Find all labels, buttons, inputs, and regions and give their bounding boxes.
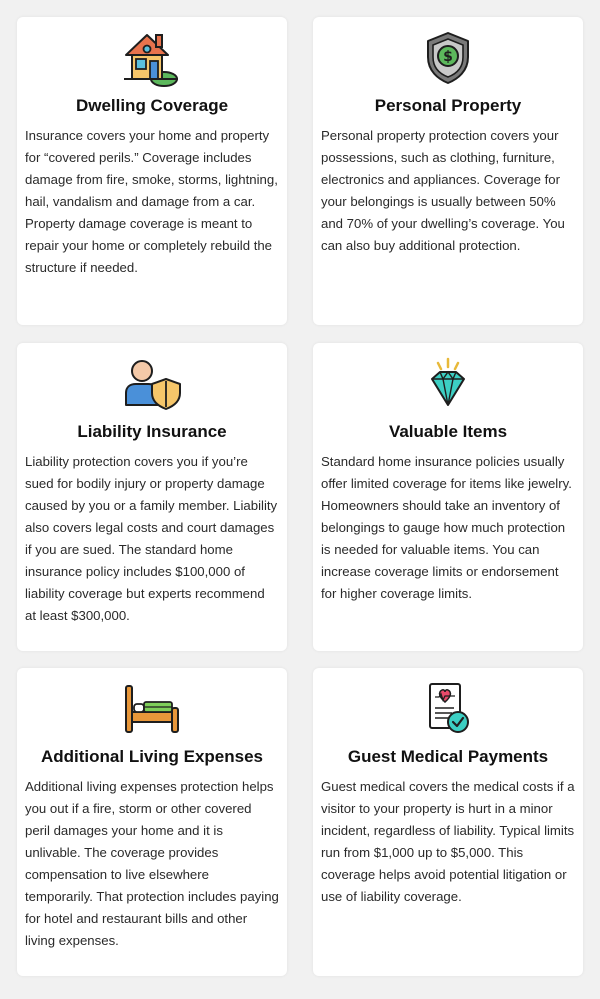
card-title: Personal Property [374,96,522,115]
card-liability-insurance [17,343,287,651]
person-shield-icon [17,355,287,413]
card-text: Personal property protection covers your possessions, such as clothing, furniture, electronics and appliances. Coverage for your belongings is usually between 50% and 70% of your dwelling’s coverage. You can also buy additional protection. [321,128,565,253]
card-guest-medical-payments [313,668,583,976]
card-text: Guest medical covers the medical costs if a visitor to your property is hurt in a minor incident, regardless of liability. Typical limits run from $1,000 up to $5,000. This coverage helps avoid potential litigation or use of liability coverage. [321,779,575,904]
card-additional-living-expenses [17,668,287,976]
card-text: Standard home insurance policies usually offer limited coverage for items like jewelry. Homeowners should take an inventory of belongings to gauge how much protection is needed for valuable items. You can increase coverage limits or endorsement for higher coverage limits. [321,454,572,601]
house-icon [17,29,287,87]
svg-text:$: $ [443,49,453,65]
card-title: Liability Insurance [77,422,227,441]
diamond-icon [313,355,583,413]
card-title: Dwelling Coverage [75,96,229,115]
card-title: Guest Medical Payments [347,747,549,766]
card-title: Valuable Items [388,422,508,441]
card-text: Additional living expenses protection helps you out if a fire, storm or other covered peril damages your home and it is unlivable. The coverage provides compensation to live elsewhere temporarily. That protection includes paying for hotel and restaurant bills and other living expenses. [25,779,279,948]
dollar-shield-icon [313,29,583,87]
card-valuable-items [313,343,583,651]
bed-icon [17,680,287,738]
card-text: Insurance covers your home and property for “covered perils.” Coverage includes damage from fire, smoke, storms, lightning, hail, vandalism and damage from a car. Property damage coverage is meant to repair your home or completely rebuild the structure if needed. [25,128,278,275]
card-title: Additional Living Expenses [41,747,263,766]
card-dwelling-coverage [17,17,287,325]
card-text: Liability protection covers you if you’re sued for bodily injury or property damage caused by you or a family member. Liability also covers legal costs and court damages if you are sued. The standard home insurance policy includes $100,000 of liability coverage but experts recommend at least $300,000. [25,454,278,623]
medical-report-icon [313,680,583,738]
card-personal-property [313,17,583,325]
